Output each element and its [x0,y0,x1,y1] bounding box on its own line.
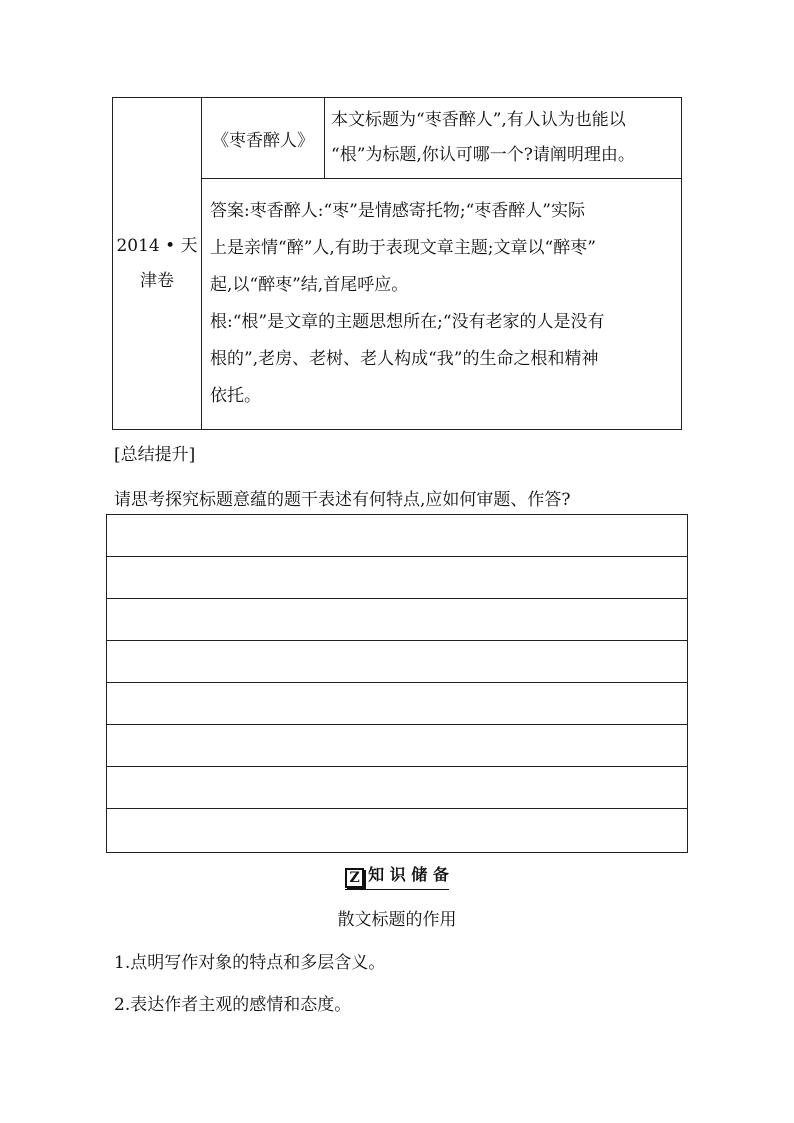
answer-cell [202,179,682,430]
writing-line[interactable] [107,767,687,809]
knowledge-header [0,862,794,890]
answer-line: 起,以“醉枣”结,首尾呼应。 [210,275,409,295]
writing-line[interactable] [107,515,687,557]
knowledge-item-1: 1.点明写作对象的特点和多层含义。 [114,953,386,973]
summary-question: 请思考探究标题意蕴的题干表述有何特点,应如何审题、作答? [114,490,571,510]
summary-label: [总结提升] [114,445,196,465]
source-line-1: 2014 • 天 [116,235,198,256]
answer-line: 根的”,老房、老树、老人构成“我”的生命之根和精神 [210,349,599,369]
knowledge-item-2: 2.表达作者主观的感情和态度。 [114,995,352,1015]
answer-line: 上是亲情“醉”人,有助于表现文章主题;文章以“醉枣” [210,238,596,258]
knowledge-subtitle: 散文标题的作用 [337,910,457,930]
source-cell [113,98,202,430]
text-title-cell [202,98,325,179]
question-line-2: “根”为标题,你认可哪一个?请阐明理由。 [331,145,635,165]
question-line-1: 本文标题为“枣香醉人”,有人认为也能以 [331,110,626,130]
source-line-2: 津卷 [140,270,174,291]
answer-line: 答案:枣香醉人:“枣”是情感寄托物;“枣香醉人”实际 [210,201,585,221]
answer-line: 依托。 [210,386,261,406]
question-cell [325,98,682,179]
writing-line[interactable] [107,557,687,599]
knowledge-heading: 知 识 储 备 [368,865,449,884]
writing-line[interactable] [107,683,687,725]
writing-line[interactable] [107,725,687,767]
z-logo-icon: Z [345,868,364,888]
example-table [112,97,682,430]
text-title: 《枣香醉人》 [212,130,314,151]
writing-line[interactable] [107,599,687,641]
answer-writing-box[interactable] [106,514,688,853]
writing-line[interactable] [107,641,687,683]
answer-line: 根:“根”是文章的主题思想所在;“没有老家的人是没有 [210,312,605,332]
writing-line[interactable] [107,809,687,851]
